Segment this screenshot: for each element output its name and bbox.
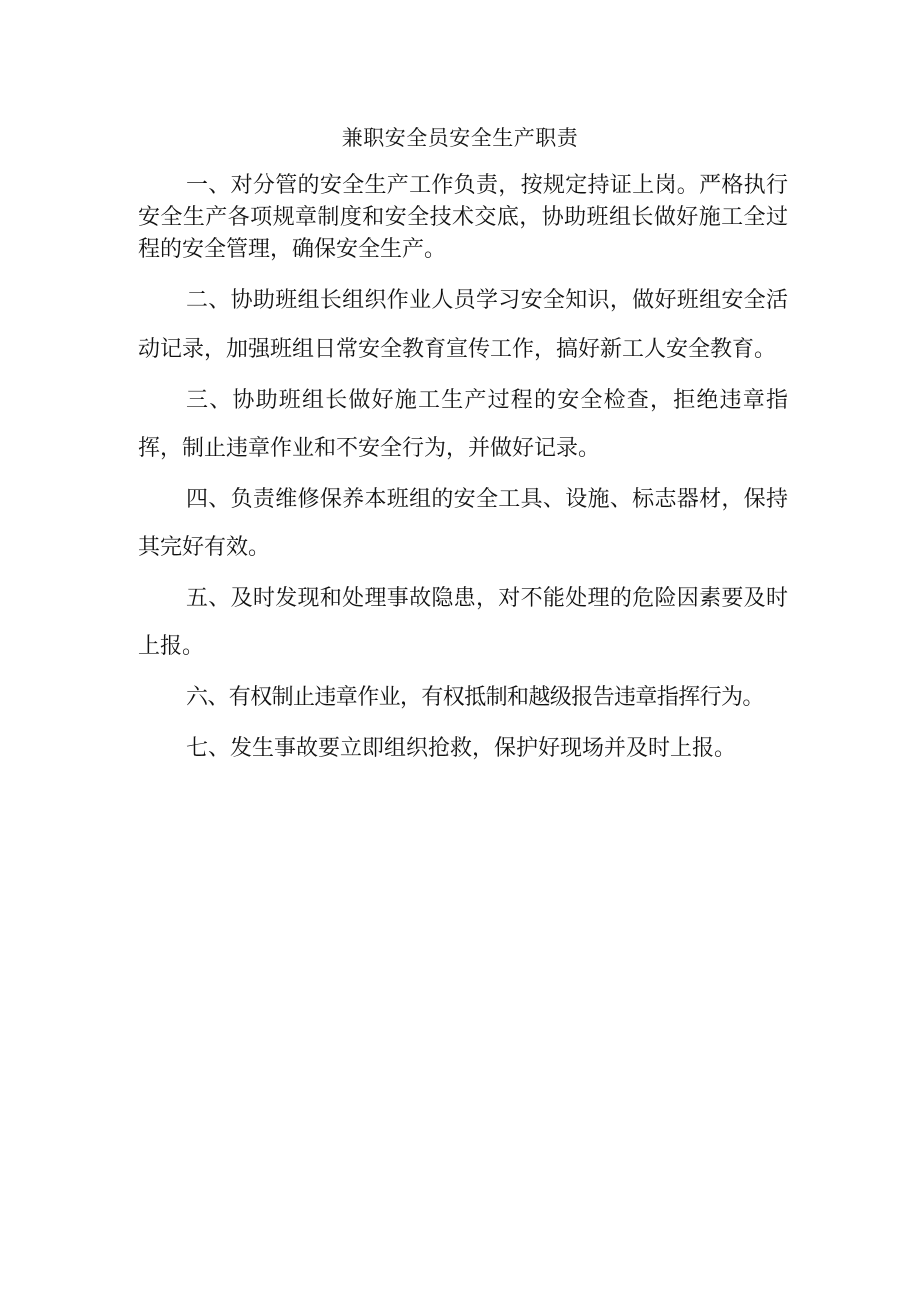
paragraph-5: 五、及时发现和处理事故隐患，对不能处理的危险因素要及时上报。 xyxy=(138,586,788,659)
paragraph-4: 四、负责维修保养本班组的安全工具、设施、标志器材，保持其完好有效。 xyxy=(138,487,788,560)
document-title: 兼职安全员安全生产职责 xyxy=(341,126,579,150)
paragraph-2: 二、协助班组长组织作业人员学习安全知识，做好班组安全活动记录，加强班组日常安全教育宣传工作，搞好新工人安全教育。 xyxy=(138,288,788,362)
paragraph-7: 七、发生事故要立即组织抢救，保护好现场并及时上报。 xyxy=(186,736,737,761)
paragraph-1: 一、对分管的安全生产工作负责，按规定持证上岗。严格执行安全生产各项规章制度和安全技术交底，协助班组长做好施工全过程的安全管理，确保安全生产。 xyxy=(138,173,788,262)
paragraph-3: 三、协助班组长做好施工生产过程的安全检查，拒绝违章指挥，制止违章作业和不安全行为，并做好记录。 xyxy=(138,388,788,461)
document-body xyxy=(138,170,788,776)
paragraph-6: 六、有权制止违章作业，有权抵制和越级报告违章指挥行为。 xyxy=(186,685,764,710)
